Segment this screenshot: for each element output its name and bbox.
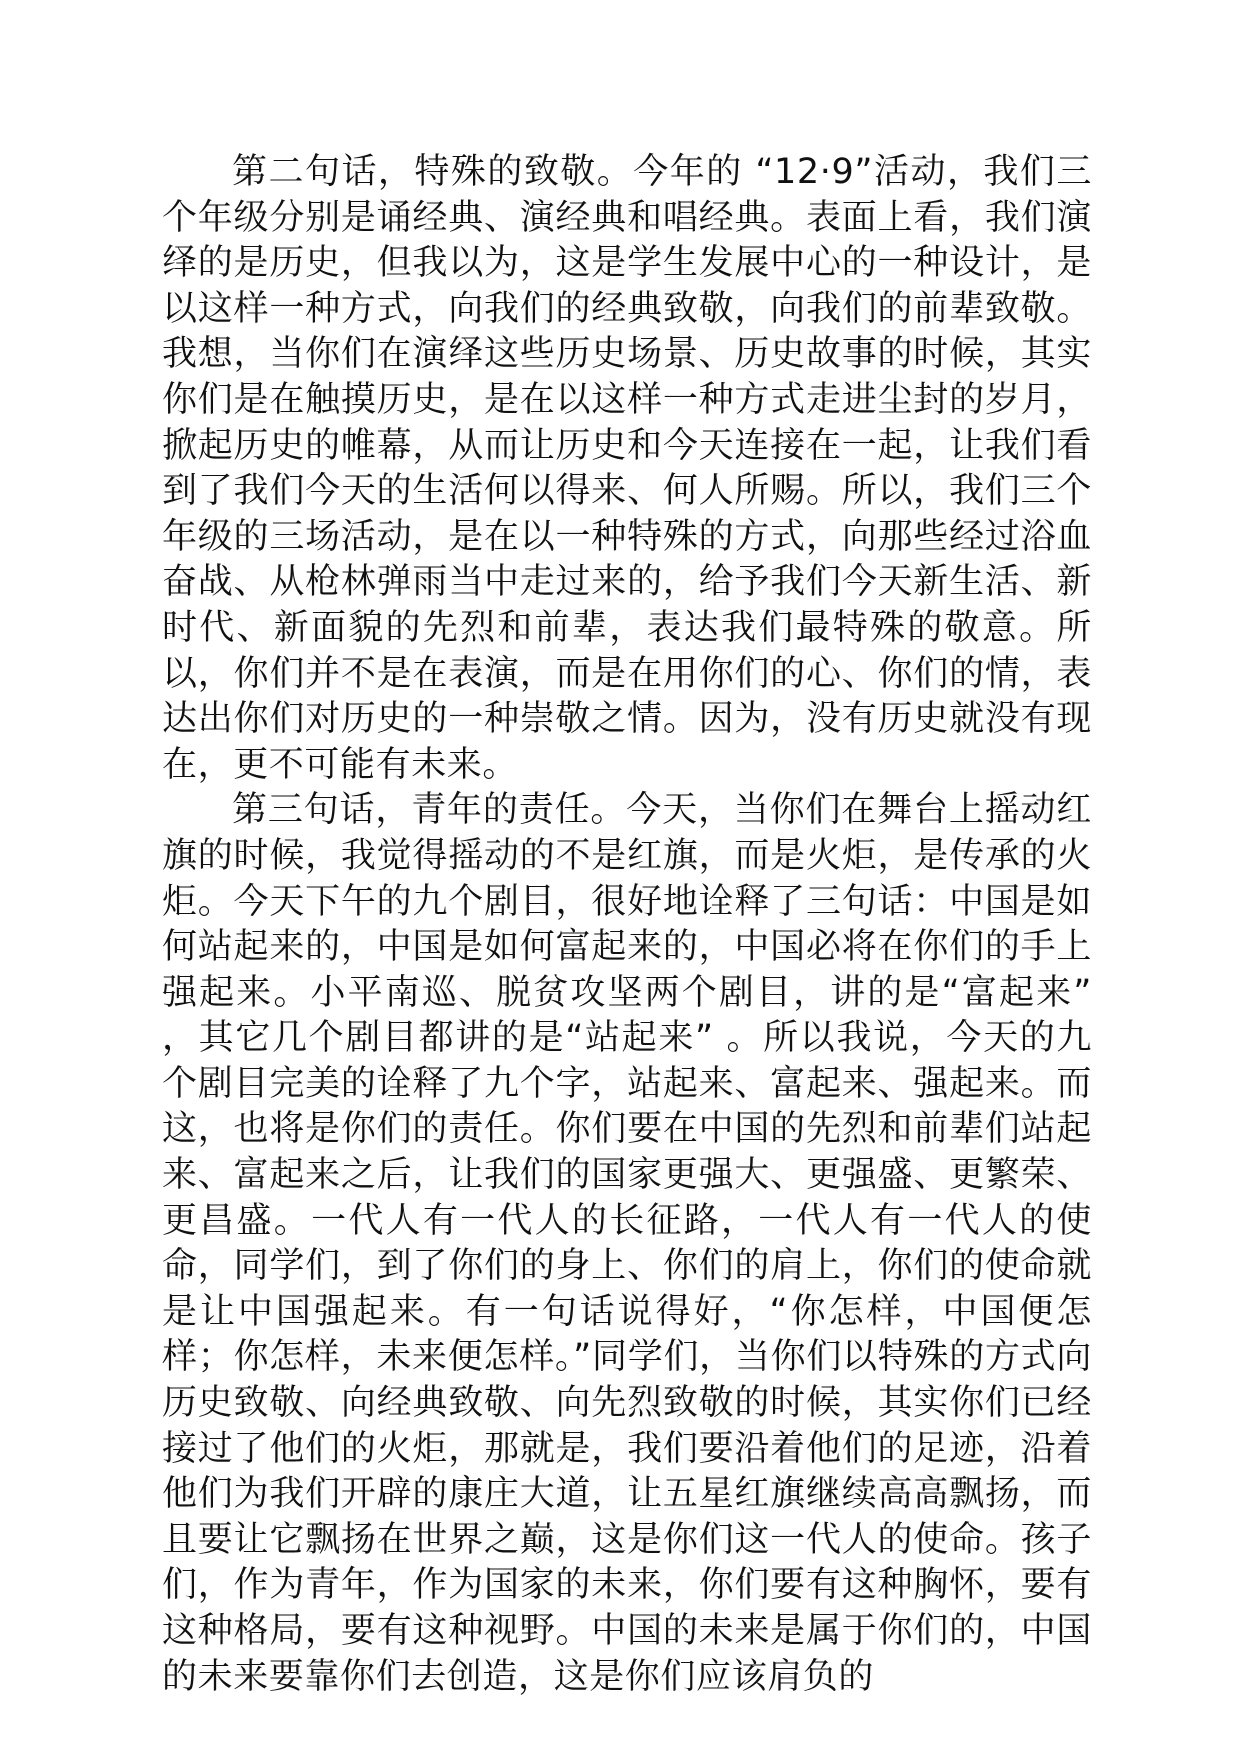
body-text: [162, 150, 1092, 1700]
paragraph-youth-responsibility: 第三句话，青年的责任。今天，当你们在舞台上摇动红旗的时候，我觉得摇动的不是红旗，而是火炬，是传承的火炬。今天下午的九个剧目，很好地诠释了三句话：中国是如何站起来的，中国是如何富起来的，中国必将在你们的手上强起来。小平南巡、脱贫攻坚两个剧目，讲的是“富起来” ，其它几个剧目都讲的是“站起来” 。所以我说，今天的九个剧目完美的诠释了九个字，站起来、富起来、强起来。而这，也将是你们的责任。你们要在中国的先烈和前辈们站起来、富起来之后，让我们的国家更强大、更强盛、更繁荣、更昌盛。一代人有一代人的长征路，一代人有一代人的使命，同学们，到了你们的身上、你们的肩上，你们的使命就是让中国强起来。有一句话说得好，“你怎样，中国便怎样；你怎样，未来便怎样。”同学们，当你们以特殊的方式向历史致敬、向经典致敬、向先烈致敬的时候，其实你们已经接过了他们的火炬，那就是，我们要沿着他们的足迹，沿着他们为我们开辟的康庄大道，让五星红旗继续高高飘扬，而且要让它飘扬在世界之巅，这是你们这一代人的使命。孩子们，作为青年，作为国家的未来，你们要有这种胸怀，要有这种格局，要有这种视野。中国的未来是属于你们的，中国的未来要靠你们去创造，这是你们应该肩负的: [162, 790, 1092, 1697]
paragraph-special-tribute: 第二句话，特殊的致敬。今年的 “12·9”活动，我们三个年级分别是诵经典、演经典和唱经典。表面上看，我们演绎的是历史，但我以为，这是学生发展中心的一种设计，是以这样一种方式，向我们的经典致敬，向我们的前辈致敬。我想，当你们在演绎这些历史场景、历史故事的时候，其实你们是在触摸历史，是在以这样一种方式走进尘封的岁月，掀起历史的帷幕，从而让历史和今天连接在一起，让我们看到了我们今天的生活何以得来、何人所赐。所以，我们三个年级的三场活动，是在以一种特殊的方式，向那些经过浴血奋战、从枪林弹雨当中走过来的，给予我们今天新生活、新时代、新面貌的先烈和前辈，表达我们最特殊的敬意。所以，你们并不是在表演，而是在用你们的心、你们的情，表达出你们对历史的一种崇敬之情。因为，没有历史就没有现在，更不可能有未来。: [162, 152, 1092, 785]
